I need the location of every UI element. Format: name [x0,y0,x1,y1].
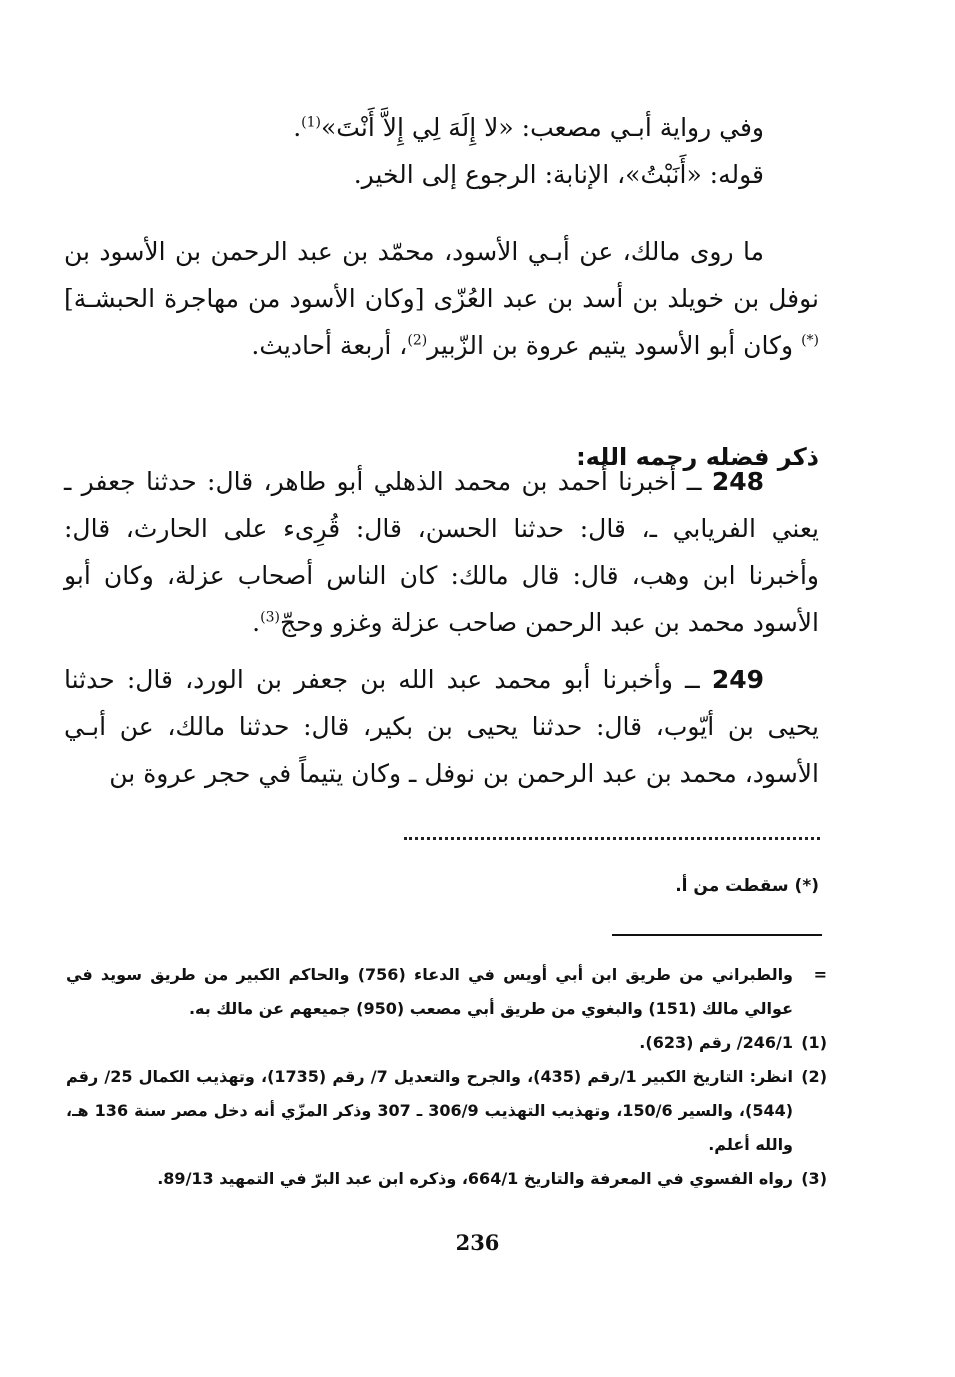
abu-musab-narration-line [64,104,819,151]
hadith-248-text [64,458,819,646]
footnote-text: 246/1/ رقم (623). [639,1033,793,1052]
footnote-2 [66,1060,827,1162]
intro-text-b: وكان أبو الأسود يتيم عروة بن الزّبير [427,331,802,360]
section-heading: ذكر فضله رحمه الله: [576,443,819,471]
dotted-separator [404,826,820,850]
hadith-249-text [64,656,819,797]
dotted-line-visual [404,837,820,840]
footnote-marker: (2) [801,1067,827,1086]
footnotes [66,958,827,1196]
footnote-ref-2: (2) [407,332,428,349]
hadith-number-249: 249 [711,665,764,694]
top-text-block [64,104,819,198]
hadith-248 [64,458,819,646]
period: . [252,608,261,637]
star-note-ref: (*) [801,332,819,349]
footnote-text: انظر: التاريخ الكبير 1/رقم (435)، والجرح والتعديل 7/ رقم (1735)، وتهذيب الكمال 25/ رقم (544)، والسير 150/6، وتهذيب التهذيب 306/9 ـ 307 وذكر المزّي أنه دخل مصر سنة 136 هـ، والله أعلم. [66,1067,794,1154]
footnote-rule [612,934,822,936]
hadith-number-248: 248 [711,467,764,496]
intro-paragraph [64,228,819,369]
narration-text: وفي رواية أبـي مصعب: «لا إِلَهَ لِي إِلاَّ أَنْتَ» [321,113,764,142]
footnote-text: رواه الفسوي في المعرفة والتاريخ 664/1، وذكره ابن عبد البرّ في التمهيد 89/13. [157,1169,793,1188]
hadith-249 [64,656,819,797]
footnote-marker: (3) [801,1169,827,1188]
intro-text-a: ما روى مالك، عن أبـي الأسود، محمّد بن عبد الرحمن بن الأسود بن نوفل بن خويلد بن أسد بن عبد العُزّى [وكان الأسود من مهاجرة الحبشـة] [64,237,819,313]
period: . [293,113,302,142]
footnote-1 [66,1026,827,1060]
footnote-text: والطبراني من طريق ابن أبي أويس في الدعاء (756) والحاكم الكبير من طريق سويد في عوالي مالك (151) والبغوي من طريق أبي مصعب (950) جميعهم عن مالك به. [66,965,794,1018]
hadith-248-body: ــ أخبرنا أحمد بن محمد الذهلي أبو طاهر، قال: حدثنا جعفر ـ يعني الفريابي ـ، قال: حدثنا الحسن، قال: قُرِىء على الحارث، قال: وأخبرنا ابن وهب، قال: قال مالك: كان الناس أصحاب عزلة، وكان أبو الأسود محمد بن عبد الرحمن صاحب عزلة وغزو وحجّ [64,467,819,637]
footnote-ref-1: (1) [301,114,322,131]
hadith-249-body: ــ وأخبرنا أبو محمد عبد الله بن جعفر بن الورد، قال: حدثنا يحيى بن أيّوب، قال: حدثنا يحيى بن بكير، قال: حدثنا مالك، عن أبـي الأسود، محمد بن عبد الرحمن بن نوفل ـ وكان يتيماً في حجر عروة بن [64,665,819,788]
intro-text [64,228,819,369]
inaba-definition-line: قوله: «أَنَبْتُ»، الإنابة: الرجوع إلى الخير. [353,160,764,189]
page-number: 236 [455,1230,500,1255]
footnote-ref-3: (3) [260,609,280,626]
footnote-marker: (1) [801,1033,827,1052]
footnote-continuation [66,958,827,1026]
footnote-3 [66,1162,827,1196]
footnote-marker: = [813,965,827,984]
intro-text-c: ، أربعة أحاديث. [251,331,408,360]
star-note: (*) سقطت من أ. [675,876,819,896]
